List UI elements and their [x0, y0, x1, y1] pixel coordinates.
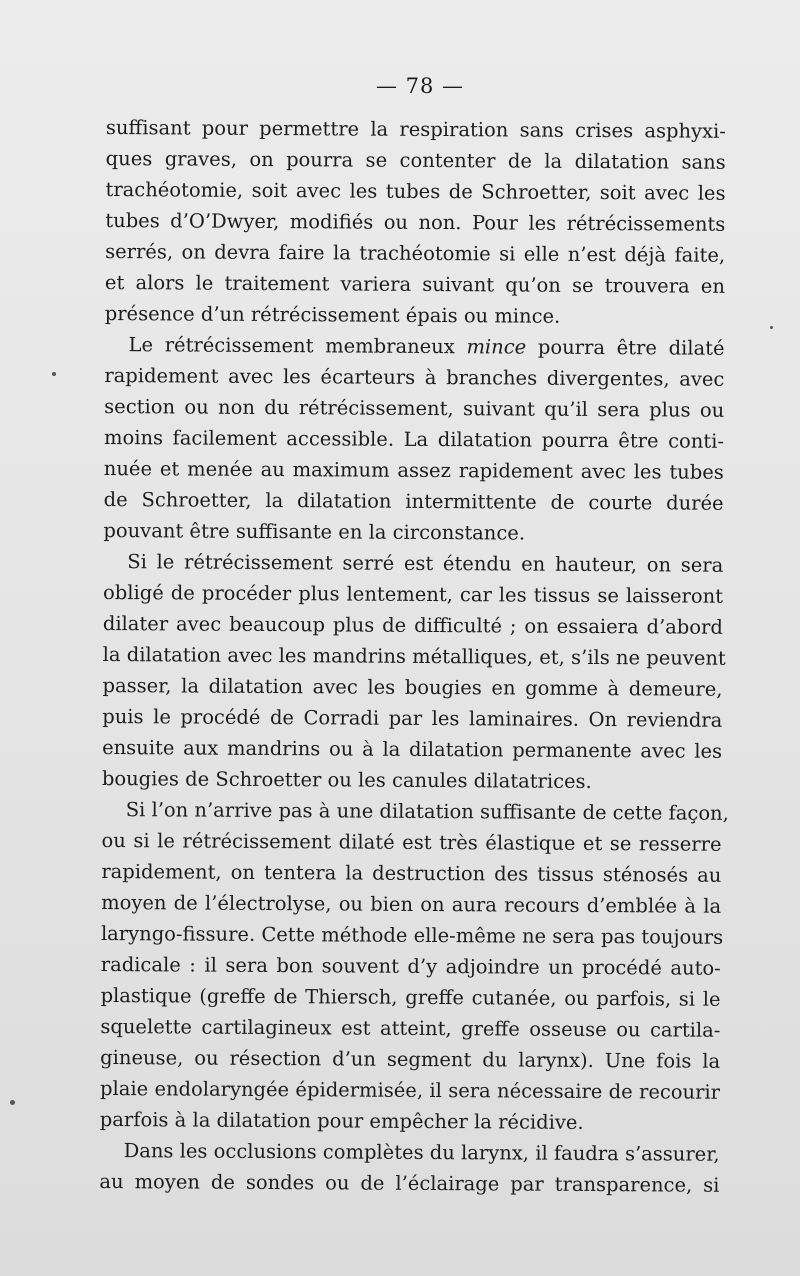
text-body [99, 112, 729, 1201]
text-line: section ou non du rétrécissement, suivant qu’il sera plus ou [104, 394, 725, 422]
text-line: passer, la dilatation avec les bougies en gomme à demeure, [102, 673, 723, 701]
text-line: la dilatation avec les mandrins métalliques, et, s’ils ne peuvent [102, 642, 726, 670]
text-line: Si l’on n’arrive pas à une dilatation suffisante de cette façon, [125, 798, 729, 825]
text-line: et alors le traitement variera suivant qu’on se trouvera en [104, 270, 726, 298]
text-line: nuée et menée au maximum assez rapidement avec les tubes [103, 456, 724, 484]
text-line: ensuite aux mandrins ou à la dilatation permanente avec les [102, 735, 723, 763]
paragraph-2 [103, 329, 724, 550]
text-line-with-italic: Le rétrécissement membraneux mince pourra être dilaté [128, 333, 725, 360]
page-number: — 78 — [375, 74, 465, 98]
text-line: trachéotomie, soit avec les tubes de Schroetter, soit avec les [105, 177, 726, 205]
text-line: suffisant pour permettre la respiration sans crises asphyxi- [105, 115, 726, 143]
text-line: moins facilement accessible. La dilatation pourra être conti- [103, 425, 725, 453]
text-line: squelette cartilagineux est atteint, greffe osseuse ou cartila- [100, 1014, 721, 1042]
paragraph-4 [99, 794, 729, 1139]
print-speck [10, 1100, 15, 1105]
text-line: obligé de procéder plus lentement, car les tissus se laisseront [102, 580, 724, 608]
text-line: ou si le rétrécissement dilaté est très élastique et se resserre [101, 828, 722, 856]
paragraph-5 [99, 1135, 719, 1201]
print-speck [770, 326, 773, 329]
text-line: moyen de l’électrolyse, ou bien on aura recours d’emblée à la [101, 890, 722, 918]
paragraph-1 [105, 112, 726, 333]
italic-word: mince [466, 335, 527, 359]
text-line: présence d’un rétrécissement épais ou mince. [104, 301, 561, 328]
text-line: laryngo-fissure. Cette méthode elle-même ne sera pas toujours [100, 921, 724, 949]
paragraph-3 [102, 546, 724, 798]
text-line: de Schroetter, la dilatation intermittente de courte durée [103, 487, 724, 515]
text-line: serrés, on devra faire la trachéotomie si elle n’est déjà faite, [105, 239, 726, 267]
text-line: pouvant être suffisante en la circonstance. [103, 518, 526, 545]
text-line: rapidement avec les écarteurs à branches divergentes, avec [104, 363, 725, 391]
text-line: au moyen de sondes ou de l’éclairage par transparence, si [99, 1169, 720, 1197]
text-line: dilater avec beaucoup plus de difficulté ; on essaiera d’abord [102, 611, 723, 639]
text-line: radicale : il sera bon souvent d’y adjoindre un procédé auto- [100, 952, 721, 980]
text-line: gineuse, ou résection d’un segment du larynx). Une fois la [100, 1045, 721, 1073]
text-line: bougies de Schroetter ou les canules dilatatrices. [101, 766, 592, 793]
text-line: Dans les occlusions complètes du larynx, il faudra s’assurer, [123, 1139, 720, 1166]
text-line: rapidement, on tentera la destruction des tissus sténosés au [101, 859, 722, 887]
text-line: plastique (greffe de Thiersch, greffe cutanée, ou parfois, si le [100, 983, 721, 1011]
text-line: tubes d’O’Dwyer, modifiés ou non. Pour les rétrécissements [105, 208, 726, 236]
text-line: Si le rétrécissement serré est étendu en hauteur, on sera [127, 550, 724, 577]
text-line: puis le procédé de Corradi par les laminaires. On reviendra [102, 704, 723, 732]
text-line: parfois à la dilatation pour empêcher la récidive. [99, 1107, 584, 1134]
print-speck [52, 372, 56, 376]
text-line: ques graves, on pourra se contenter de la dilatation sans [105, 146, 726, 174]
text-line: plaie endolaryngée épidermisée, il sera nécessaire de recourir [99, 1076, 721, 1104]
